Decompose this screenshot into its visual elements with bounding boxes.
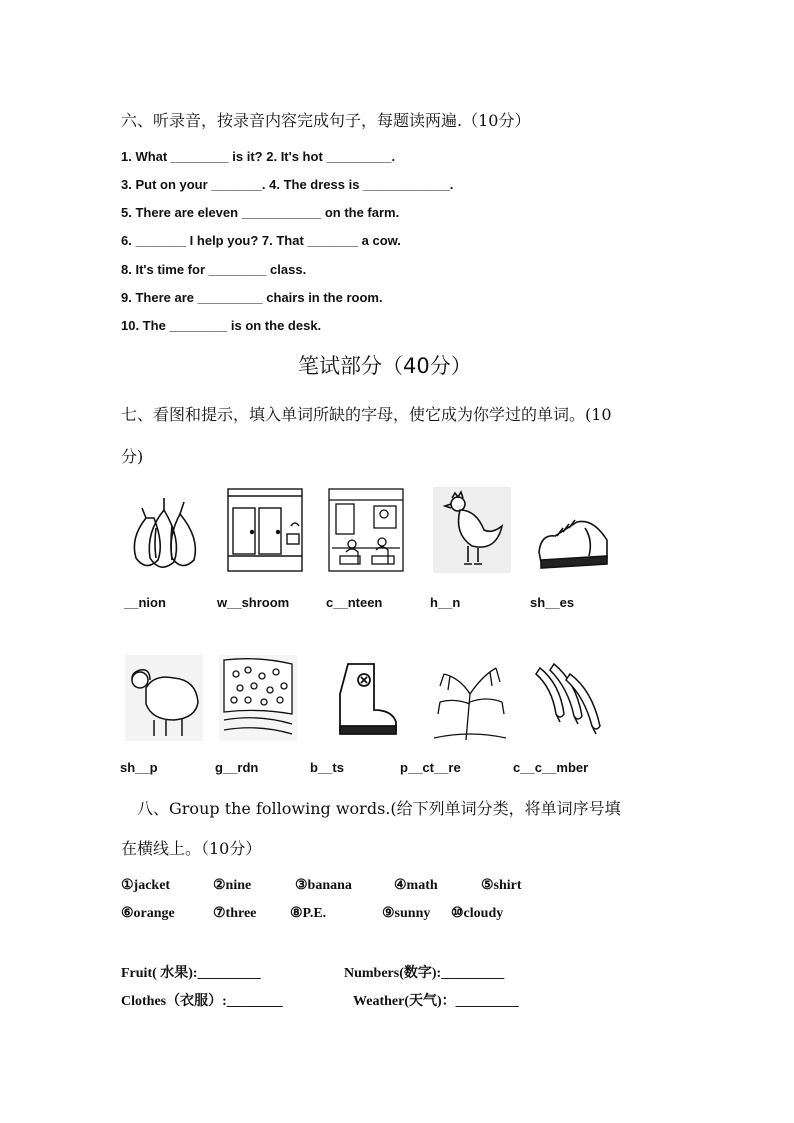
word-boots: b__ts bbox=[310, 760, 344, 775]
option-2: ②nine bbox=[213, 878, 252, 893]
written-part-title: 笔试部分（40分） bbox=[298, 354, 472, 378]
category-fruit: Fruit( 水果):_________ bbox=[121, 966, 261, 981]
option-1: ①jacket bbox=[121, 878, 171, 893]
option-9: ⑨sunny bbox=[382, 906, 431, 921]
option-6: ⑥orange bbox=[121, 906, 175, 921]
word-garden: g__rdn bbox=[215, 760, 259, 775]
section6-title: 六、听录音，按录音内容完成句子，每题读两遍.（10分） bbox=[121, 111, 531, 130]
option-3: ③banana bbox=[295, 878, 352, 893]
option-10: ⑩cloudy bbox=[451, 906, 504, 921]
listening-line-2: 3. Put on your _______. 4. The dress is ____________. bbox=[121, 177, 454, 192]
option-7: ⑦three bbox=[213, 906, 257, 921]
option-4: ④math bbox=[394, 878, 438, 893]
listening-line-4: 6. _______ I help you? 7. That _______ a cow. bbox=[121, 233, 401, 248]
canteen-icon bbox=[326, 486, 406, 574]
section8-title-line1: 八、Group the following words.(给下列单词分类，将单词序号填 bbox=[137, 799, 621, 818]
word-sheep: sh__p bbox=[120, 760, 158, 775]
word-hen: h__n bbox=[430, 595, 461, 610]
word-picture: p__ct__re bbox=[400, 760, 461, 775]
tree-icon bbox=[430, 654, 510, 742]
option-8: ⑧P.E. bbox=[290, 906, 327, 921]
boot-icon bbox=[326, 654, 406, 742]
onion-icon bbox=[124, 488, 204, 576]
listening-line-3: 5. There are eleven ___________ on the farm. bbox=[121, 205, 400, 220]
word-canteen: c__nteen bbox=[326, 595, 383, 610]
word-cucumber: c__c__mber bbox=[513, 760, 589, 775]
category-clothes: Clothes（衣服）:________ bbox=[121, 994, 283, 1009]
listening-line-1: 1. What ________ is it? 2. It's hot _________. bbox=[121, 149, 396, 164]
bathroom-door-icon bbox=[225, 486, 305, 574]
category-numbers: Numbers(数字):_________ bbox=[344, 966, 505, 981]
garden-icon bbox=[218, 654, 298, 742]
sheep-icon bbox=[124, 654, 204, 742]
word-washroom: w__shroom bbox=[217, 595, 290, 610]
section7-title-line2: 分) bbox=[121, 447, 144, 466]
listening-line-5: 8. It's time for ________ class. bbox=[121, 262, 307, 277]
category-weather: Weather(天气)：_________ bbox=[353, 994, 519, 1009]
word-onion: __nion bbox=[124, 595, 166, 610]
listening-line-6: 9. There are _________ chairs in the room. bbox=[121, 290, 383, 305]
hen-icon bbox=[432, 486, 512, 574]
section8-title-line2: 在横线上。（10分） bbox=[121, 839, 262, 858]
section7-title-line1: 七、看图和提示，填入单词所缺的字母，使它成为你学过的单词。(10 bbox=[121, 405, 612, 424]
option-5: ⑤shirt bbox=[481, 878, 522, 893]
cucumber-icon bbox=[530, 654, 610, 742]
word-shoes: sh__es bbox=[530, 595, 575, 610]
listening-line-7: 10. The ________ is on the desk. bbox=[121, 318, 322, 333]
shoe-icon bbox=[533, 500, 613, 588]
